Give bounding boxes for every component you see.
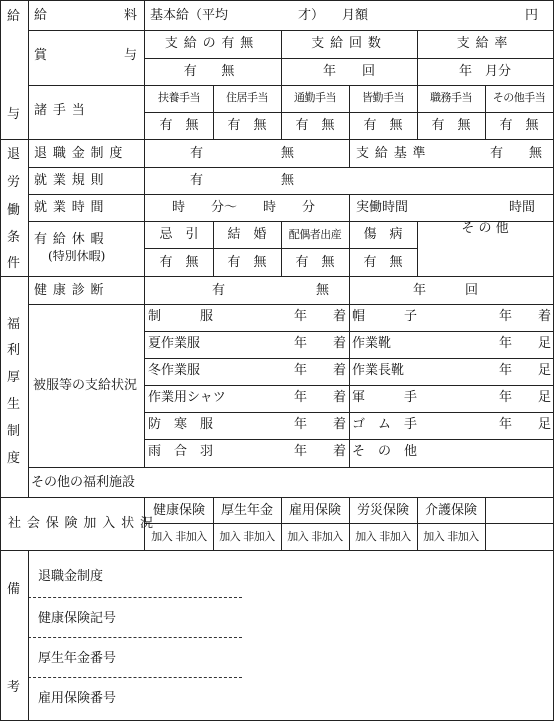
remarks-retirement: 退職金制度 [38,569,104,584]
bonus-header-availability: 支給の有無 [164,36,260,51]
work-hours-value[interactable]: 時 分〜 時 分 [172,200,316,215]
paid-leave-sublabel: (特別休暇) [48,249,106,263]
actual-hours-label: 実働時間 [356,200,409,215]
allowance-commute-value[interactable]: 有 無 [295,118,335,133]
uniform-item-right-quantity[interactable]: 年 足 [498,336,551,351]
allowance-duty: 職務手当 [430,91,472,104]
work-hours-label: 就業時間 [34,200,110,215]
remarks-health-insurance-code: 健康保険記号 [38,611,117,626]
insurance-workers-comp: 労災保険 [356,503,410,518]
side-label-fukuri-3: 厚 [7,370,21,385]
allowance-family-value[interactable]: 有 無 [159,118,199,133]
side-label-biko-1: 備 [7,582,21,597]
age-unit: 才） [298,8,325,23]
side-label-fukuri-6: 度 [7,451,21,466]
uniform-item-left: 夏作業服 [148,336,201,351]
uniform-item-left-quantity[interactable]: 年 着 [293,417,346,432]
salary-label-b: 料 [124,8,138,23]
insurance-nursing: 介護保険 [424,503,478,518]
uniform-item-right-quantity[interactable]: 年 足 [498,417,551,432]
bonus-value-rate[interactable]: 年 月分 [458,64,512,79]
allowances-label: 諸手当 [34,103,91,118]
side-label-roudou-2: 労 [7,175,21,190]
leave-spouse-birth-value[interactable]: 有 無 [295,255,335,270]
uniform-item-right: 作業長靴 [352,363,405,378]
uniform-item-right-quantity[interactable]: 年 足 [498,363,551,378]
allowance-housing: 住居手当 [226,91,268,104]
uniform-item-right: 軍 手 [352,390,418,405]
uniform-item-left: 冬作業服 [148,363,201,378]
allowance-family: 扶養手当 [158,91,200,104]
uniform-label: 被服等の支給状況 [33,378,138,393]
bonus-value-availability[interactable]: 有 無 [183,64,241,79]
retirement-criteria-value[interactable]: 有 無 [490,146,543,161]
uniform-item-left-quantity[interactable]: 年 着 [293,336,346,351]
side-label-kyuyo-bottom: 与 [7,107,21,122]
uniform-item-left: 制 服 [148,309,214,324]
side-label-biko-2: 考 [7,680,21,695]
bonus-header-rate: 支給率 [456,36,514,51]
leave-sickness-value[interactable]: 有 無 [363,255,403,270]
leave-sickness: 傷 病 [363,227,403,242]
insurance-pension-value[interactable]: 加入 非加入 [219,530,275,543]
monthly-amount-label: 月額 [342,8,369,23]
leave-other: そ の 他 [461,221,509,236]
uniform-item-right-quantity[interactable]: 年 足 [498,390,551,405]
work-rules-value[interactable]: 有 無 [190,173,295,188]
leave-marriage: 結 婚 [227,227,267,242]
uniform-item-left-quantity[interactable]: 年 着 [293,309,346,324]
leave-marriage-value[interactable]: 有 無 [227,255,267,270]
side-label-fukuri-4: 生 [7,397,21,412]
side-label-roudou-1: 退 [7,147,21,162]
uniform-item-left: 防 寒 服 [148,417,214,432]
allowance-other-value[interactable]: 有 無 [499,118,539,133]
salary-label-a: 給 [34,8,48,23]
work-rules-label: 就業規則 [34,173,110,188]
retirement-value[interactable]: 有 無 [190,146,295,161]
allowance-commute: 通勤手当 [294,91,336,104]
insurance-nursing-value[interactable]: 加入 非加入 [423,530,479,543]
uniform-item-left: 作業用シャツ [148,390,226,405]
paid-leave-label: 有給休暇 [34,232,110,247]
uniform-item-left-quantity[interactable]: 年 着 [293,363,346,378]
uniform-item-right: 帽 子 [352,309,418,324]
allowance-attendance: 皆勤手当 [362,91,404,104]
remarks-pension-number: 厚生年金番号 [38,651,117,666]
base-salary-label: 基本給（平均 [150,8,229,23]
insurance-employment: 雇用保険 [288,503,342,518]
remarks-employment-insurance-number: 雇用保険番号 [38,691,117,706]
bonus-value-count[interactable]: 年 回 [322,64,376,79]
bonus-header-count: 支給回数 [311,36,387,51]
leave-bereavement-value[interactable]: 有 無 [159,255,199,270]
bonus-label-a: 賞 [34,48,48,63]
retirement-criteria-label: 支給基準 [356,146,432,161]
health-check-value[interactable]: 有 無 [212,283,330,298]
allowance-other: その他手当 [492,91,546,104]
side-label-kyuyo-top: 給 [7,9,21,24]
insurance-label: 社会保険加入状況 [8,516,159,531]
side-label-roudou-3: 働 [7,203,21,218]
insurance-pension: 厚生年金 [220,503,274,518]
uniform-item-right: 作業靴 [352,336,392,351]
side-label-roudou-4: 条 [7,230,21,245]
insurance-employment-value[interactable]: 加入 非加入 [287,530,343,543]
allowance-attendance-value[interactable]: 有 無 [363,118,403,133]
insurance-workers-comp-value[interactable]: 加入 非加入 [355,530,411,543]
retirement-label: 退職金制度 [34,146,129,161]
uniform-item-left: 雨 合 羽 [148,444,214,459]
insurance-health: 健康保険 [152,503,206,518]
insurance-health-value[interactable]: 加入 非加入 [151,530,207,543]
health-check-count[interactable]: 年 回 [413,283,479,298]
side-label-fukuri-1: 福 [7,317,21,332]
leave-bereavement: 忌 引 [159,227,199,242]
uniform-item-left-quantity[interactable]: 年 着 [293,444,346,459]
side-label-fukuri-5: 制 [7,424,21,439]
yen-unit: 円 [525,8,539,23]
other-welfare-label: その他の福利施設 [31,475,136,490]
allowance-duty-value[interactable]: 有 無 [431,118,471,133]
actual-hours-unit: 時間 [509,200,536,215]
uniform-item-right-quantity[interactable]: 年 着 [498,309,551,324]
uniform-item-left-quantity[interactable]: 年 着 [293,390,346,405]
side-label-fukuri-2: 利 [7,343,21,358]
uniform-item-right: そ の 他 [352,444,418,459]
bonus-label-b: 与 [124,48,138,63]
side-label-roudou-5: 件 [7,256,21,271]
allowance-housing-value[interactable]: 有 無 [227,118,267,133]
leave-spouse-birth: 配偶者出産 [288,228,342,241]
uniform-item-right: ゴ ム 手 [352,417,418,432]
health-check-label: 健康診断 [34,283,110,298]
